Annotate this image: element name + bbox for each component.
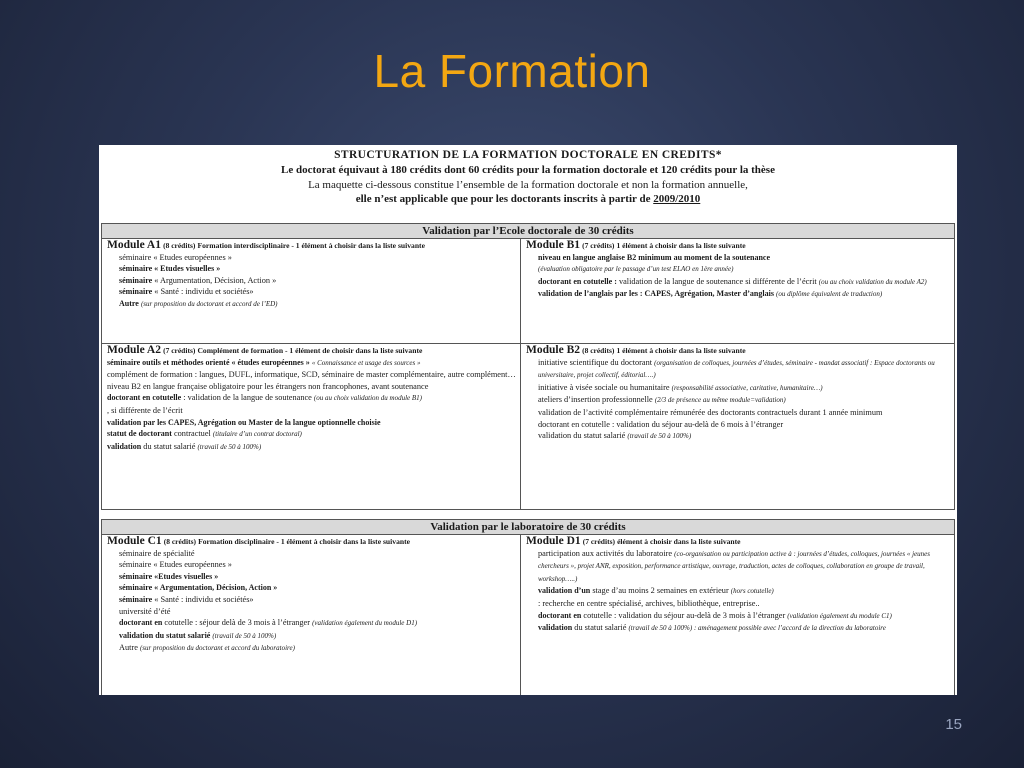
module-title: Module D1 xyxy=(526,535,581,547)
item-text: validation de la langue de soutenance si différente de l’écrit xyxy=(616,276,819,286)
item-italic-note: (sur proposition du doctorant et accord du laboratoire) xyxy=(139,644,295,653)
section-heading: Validation par l’Ecole doctorale de 30 crédits xyxy=(102,224,954,239)
item-italic-note: (sur proposition du doctorant et accord de l’ED) xyxy=(140,299,278,308)
module-a1-cell xyxy=(102,239,521,343)
module-description: 1 élément à choisir dans la liste suivante xyxy=(616,241,746,250)
item-bold-text: séminaire xyxy=(119,275,153,285)
list-item xyxy=(526,382,950,395)
list-item xyxy=(526,430,950,443)
list-item xyxy=(526,407,950,419)
item-text: complément de formation : langues, DUFL, informatique, SCD, séminaire de master complémentaire, autre complément… xyxy=(107,370,516,380)
item-italic-note: (ou au choix validation du module A2) xyxy=(818,277,927,286)
item-italic-note: « Connaissance et usage des sources » xyxy=(311,358,421,367)
list-item xyxy=(526,288,950,301)
list-item xyxy=(526,357,950,382)
header-line-1: Le doctorat équivaut à 180 crédits dont 60 crédits pour la formation doctorale et 120 crédits pour la thèse xyxy=(281,164,775,176)
item-bold-text: validation xyxy=(107,441,142,451)
item-text: Autre xyxy=(119,643,140,653)
module-item-list xyxy=(526,252,950,301)
item-italic-note: (travail de 50 à 100%) xyxy=(627,432,692,441)
list-item xyxy=(526,548,950,586)
list-item xyxy=(526,394,950,407)
item-italic-note: (validation également du module D1) xyxy=(312,619,418,628)
list-item xyxy=(107,405,516,417)
module-title: Module B1 xyxy=(526,239,580,251)
item-text: université d’été xyxy=(119,606,171,616)
list-item xyxy=(107,298,516,311)
item-italic-note: (ou diplôme équivalent de traduction) xyxy=(776,290,883,299)
item-bold-text: séminaire xyxy=(119,594,153,604)
item-text: validation de l’activité complémentaire rémunérée des doctorants contractuels durant 1 année minimum xyxy=(538,407,883,417)
list-item xyxy=(107,548,516,560)
document-title: STRUCTURATION DE LA FORMATION DOCTORALE EN CREDITS* xyxy=(334,149,722,161)
item-text: « Santé : individu et sociétés» xyxy=(152,594,254,604)
module-credits: (7 crédits) xyxy=(582,537,615,546)
item-text: doctorant en cotutelle : validation du séjour au-delà de 6 mois à l’étranger xyxy=(538,419,784,429)
item-text: cotutelle : séjour delà de 3 mois à l’étranger xyxy=(162,618,313,628)
section-ecole-doctorale xyxy=(101,223,955,510)
item-text: du statut salarié xyxy=(572,623,629,633)
list-item xyxy=(526,276,950,289)
item-text: : recherche en centre spécialisé, archives, bibliothèque, entreprise.. xyxy=(538,598,760,608)
module-item-list xyxy=(107,548,516,655)
item-text: initiative scientifique du doctorant xyxy=(538,357,655,367)
item-bold-text: séminaire « Etudes visuelles » xyxy=(119,264,221,274)
document-header xyxy=(99,145,957,206)
item-bold-text: doctorant en cotutelle : xyxy=(538,276,617,286)
slide-title: La Formation xyxy=(373,45,651,97)
item-bold-text: doctorant en xyxy=(538,610,582,620)
list-item xyxy=(526,622,950,635)
module-b1-cell xyxy=(521,239,954,343)
module-description: Complément de formation - 1 élément de choisir dans la liste suivante xyxy=(197,346,423,355)
item-italic-note: (validation également du module C1) xyxy=(787,611,892,620)
module-c1-cell xyxy=(102,535,521,695)
list-item xyxy=(107,582,516,594)
list-item xyxy=(107,642,516,655)
item-italic-note: (hors cotutelle) xyxy=(730,587,774,596)
list-item xyxy=(526,263,950,276)
module-title: Module A1 xyxy=(107,239,161,251)
list-item xyxy=(107,275,516,287)
list-item xyxy=(526,419,950,431)
item-bold-text: validation du statut salarié xyxy=(119,630,211,640)
item-bold-text: doctorant en xyxy=(119,618,163,628)
item-italic-note: (2/3 de présence au même module=validation) xyxy=(654,396,786,405)
item-bold-text: statut de doctorant xyxy=(107,429,172,439)
item-text: , si différente de l’écrit xyxy=(107,405,183,415)
module-description: 1 élément à choisir dans la liste suivante xyxy=(616,346,746,355)
item-italic-note: (responsabilité associative, caritative, humanitaire…) xyxy=(671,383,823,392)
module-title: Module A2 xyxy=(107,344,161,356)
header-line-2: La maquette ci-dessous constitue l’ensemble de la formation doctorale et non la formation annuelle, xyxy=(308,179,748,191)
item-bold-text: validation xyxy=(538,623,573,633)
item-bold-text: Autre xyxy=(119,298,139,308)
module-item-list xyxy=(107,357,516,454)
list-item xyxy=(107,571,516,583)
item-italic-note: (organisation de colloques, journées d’études, séminaire - mandat associatif : Espace doctorants ou universitaire, projet collectif, éditorial….) xyxy=(538,358,935,380)
item-text: ateliers d’insertion professionnelle xyxy=(538,395,655,405)
module-credits: (8 crédits) xyxy=(163,241,196,250)
list-item xyxy=(526,252,950,264)
item-text: séminaire « Etudes européennes » xyxy=(119,252,232,262)
item-bold-text: niveau en langue anglaise B2 minimum au moment de la soutenance xyxy=(538,252,771,262)
item-text: séminaire « Etudes européennes » xyxy=(119,560,232,570)
list-item xyxy=(526,585,950,598)
list-item xyxy=(107,630,516,643)
module-title: Module C1 xyxy=(107,535,162,547)
module-credits: (8 crédits) xyxy=(163,537,196,546)
item-bold-text: validation de l’anglais par les : CAPES, Agrégation, Master d’anglais xyxy=(538,289,774,299)
item-italic-note: (travail de 50 à 100%) : aménagement possible avec l’accord de la direction du laboratoire xyxy=(628,624,886,633)
module-a2-cell xyxy=(102,344,521,510)
module-description: élément à choisir dans la liste suivante xyxy=(617,537,741,546)
item-bold-text: validation par les CAPES, Agrégation ou Master de la langue optionnelle choisie xyxy=(107,417,381,427)
item-bold-text: séminaire xyxy=(119,287,153,297)
item-italic-note: (titulaire d’un contrat doctoral) xyxy=(212,430,302,439)
table-row xyxy=(102,344,954,510)
module-title: Module B2 xyxy=(526,344,580,356)
item-text: du statut salarié xyxy=(141,441,198,451)
section-heading: Validation par le laboratoire de 30 crédits xyxy=(102,520,954,535)
list-item xyxy=(107,559,516,571)
list-item xyxy=(107,286,516,298)
list-item xyxy=(107,252,516,264)
header-line-3-prefix: elle n’est applicable que pour les doctorants inscrits à partir de xyxy=(355,193,654,205)
module-credits: (7 crédits) xyxy=(163,346,196,355)
item-italic-note: (travail de 50 à 100%) xyxy=(212,631,277,640)
section-laboratoire xyxy=(101,519,955,695)
list-item xyxy=(107,369,516,381)
module-description: Formation interdisciplinaire - 1 élément à choisir dans la liste suivante xyxy=(197,241,425,250)
module-item-list xyxy=(526,357,950,443)
module-b2-cell xyxy=(521,344,954,510)
list-item xyxy=(107,263,516,275)
item-bold-text: séminaire outils et méthodes orienté « études européennes » xyxy=(107,357,310,367)
item-text: séminaire de spécialité xyxy=(119,548,195,558)
module-credits: (8 crédits) xyxy=(582,346,615,355)
list-item xyxy=(107,417,516,429)
list-item xyxy=(107,594,516,606)
item-text: : validation de la langue de soutenance xyxy=(181,393,314,403)
list-item xyxy=(107,617,516,630)
item-italic-note: (travail de 50 à 100%) xyxy=(197,442,262,451)
page-number: 15 xyxy=(945,716,962,733)
item-bold-text: séminaire «Etudes visuelles » xyxy=(119,571,219,581)
item-text: participation aux activités du laboratoire xyxy=(538,548,675,558)
item-italic-note: (évaluation obligatoire par le passage d’un test ELAO en 1ère année) xyxy=(538,265,734,274)
item-bold-text: validation d’un xyxy=(538,586,591,596)
item-text: cotutelle : validation du séjour au-delà de 3 mois à l’étranger xyxy=(581,610,788,620)
list-item xyxy=(107,381,516,393)
list-item xyxy=(526,610,950,623)
item-text: niveau B2 en langue française obligatoire pour les étrangers non francophones, avant soutenance xyxy=(107,381,429,391)
item-italic-note: (ou au choix validation du module B1) xyxy=(313,394,422,403)
list-item xyxy=(107,428,516,441)
item-text: « Santé : individu et sociétés» xyxy=(152,287,254,297)
item-text: initiative à visée sociale ou humanitaire xyxy=(538,382,672,392)
formation-document xyxy=(99,145,957,695)
item-text: stage d’au moins 2 semaines en extérieur xyxy=(590,586,731,596)
header-year: 2009/2010 xyxy=(653,193,701,205)
list-item xyxy=(107,606,516,618)
module-d1-cell xyxy=(521,535,954,695)
item-bold-text: doctorant en cotutelle xyxy=(107,393,182,403)
table-row xyxy=(102,239,954,344)
module-credits: (7 crédits) xyxy=(582,241,615,250)
module-item-list xyxy=(526,548,950,635)
item-text: « Argumentation, Décision, Action » xyxy=(152,275,277,285)
item-text: validation du statut salarié xyxy=(538,431,628,441)
item-bold-text: séminaire « Argumentation, Décision, Action » xyxy=(119,583,278,593)
list-item xyxy=(526,598,950,610)
header-line-3 xyxy=(99,192,957,206)
list-item xyxy=(107,392,516,405)
list-item xyxy=(107,357,516,370)
module-description: Formation disciplinaire - 1 élément à choisir dans la liste suivante xyxy=(198,537,410,546)
item-italic-note: (co-organisation ou participation active à : journées d’études, colloques, journées « jeunes chercheurs », projet ANR, exposition, performance artistique, ouvrage, traduction, actes de colloques, collaboration en groupe de travail, workshop…..) xyxy=(538,549,930,583)
module-item-list xyxy=(107,252,516,311)
item-text: contractuel xyxy=(171,429,213,439)
table-row xyxy=(102,535,954,695)
list-item xyxy=(107,441,516,454)
